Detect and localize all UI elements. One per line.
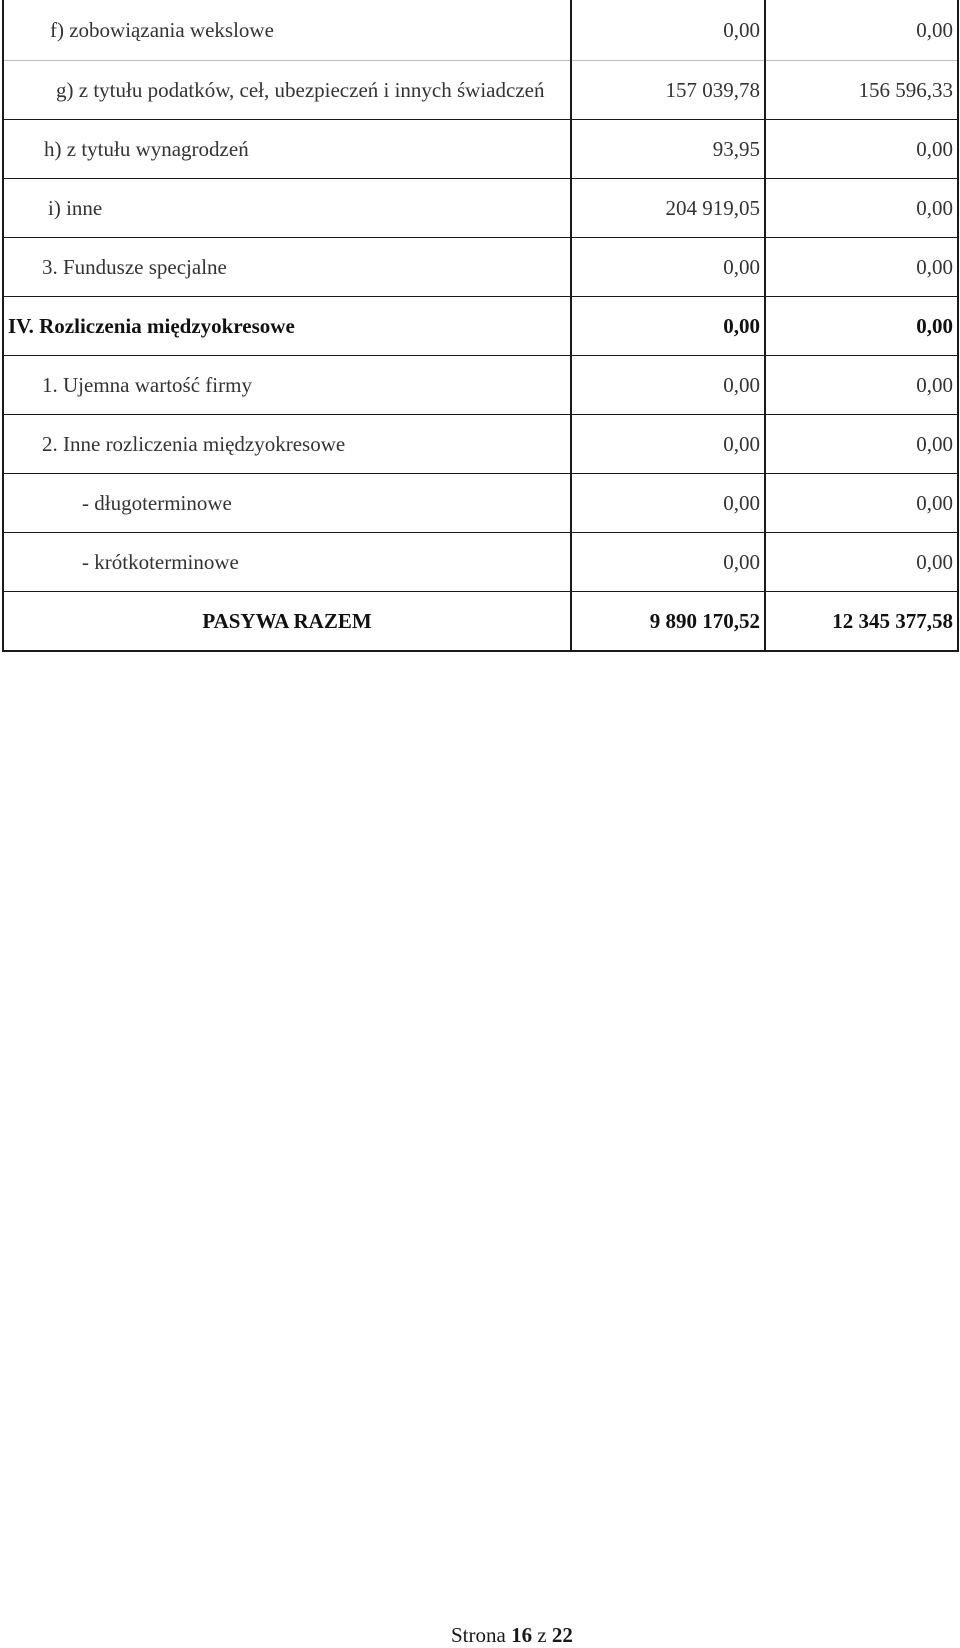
table-row (3, 474, 958, 533)
row-value-current: 93,95 (571, 120, 765, 179)
row-value-previous: 0,00 (765, 415, 958, 474)
footer-page-number: 16 (511, 1623, 533, 1647)
table-row (3, 297, 958, 356)
total-value-current: 9 890 170,52 (571, 592, 765, 652)
table-row (3, 356, 958, 415)
row-value-previous: 0,00 (765, 238, 958, 297)
row-label: - długoterminowe (3, 474, 571, 533)
row-value-current: 0,00 (571, 356, 765, 415)
table-row (3, 238, 958, 297)
balance-sheet-table (2, 0, 959, 652)
total-row (3, 592, 958, 652)
row-label: f) zobowiązania wekslowe (3, 0, 571, 61)
row-value-previous: 0,00 (765, 297, 958, 356)
row-value-previous: 0,00 (765, 533, 958, 592)
row-value-previous: 156 596,33 (765, 61, 958, 120)
table-row (3, 0, 958, 61)
page-footer (451, 1623, 573, 1647)
row-value-current: 204 919,05 (571, 179, 765, 238)
footer-prefix: Strona (451, 1623, 506, 1647)
footer-page-total: 22 (551, 1623, 573, 1647)
row-label: 3. Fundusze specjalne (3, 238, 571, 297)
row-label: IV. Rozliczenia międzyokresowe (3, 297, 571, 356)
row-label: h) z tytułu wynagrodzeń (3, 120, 571, 179)
row-label: - krótkoterminowe (3, 533, 571, 592)
row-label: i) inne (3, 179, 571, 238)
total-label: PASYWA RAZEM (3, 592, 571, 652)
table-row (3, 120, 958, 179)
row-value-previous: 0,00 (765, 179, 958, 238)
row-value-current: 0,00 (571, 533, 765, 592)
table-row (3, 61, 958, 120)
row-label-text: g) z tytułu podatków, ceł, ubezpieczeń i innych świadczeń (56, 78, 545, 102)
table-row (3, 415, 958, 474)
row-value-current: 0,00 (571, 238, 765, 297)
row-value-previous: 0,00 (765, 474, 958, 533)
row-label: 2. Inne rozliczenia międzyokresowe (3, 415, 571, 474)
total-value-previous: 12 345 377,58 (765, 592, 958, 652)
row-label (3, 61, 571, 120)
footer-separator: z (537, 1623, 547, 1647)
row-label: 1. Ujemna wartość firmy (3, 356, 571, 415)
row-value-current: 0,00 (571, 474, 765, 533)
row-value-previous: 0,00 (765, 120, 958, 179)
row-value-current: 157 039,78 (571, 61, 765, 120)
row-value-current: 0,00 (571, 0, 765, 61)
row-value-previous: 0,00 (765, 0, 958, 61)
table-row (3, 179, 958, 238)
row-value-current: 0,00 (571, 415, 765, 474)
table-row (3, 533, 958, 592)
row-value-previous: 0,00 (765, 356, 958, 415)
row-value-current: 0,00 (571, 297, 765, 356)
